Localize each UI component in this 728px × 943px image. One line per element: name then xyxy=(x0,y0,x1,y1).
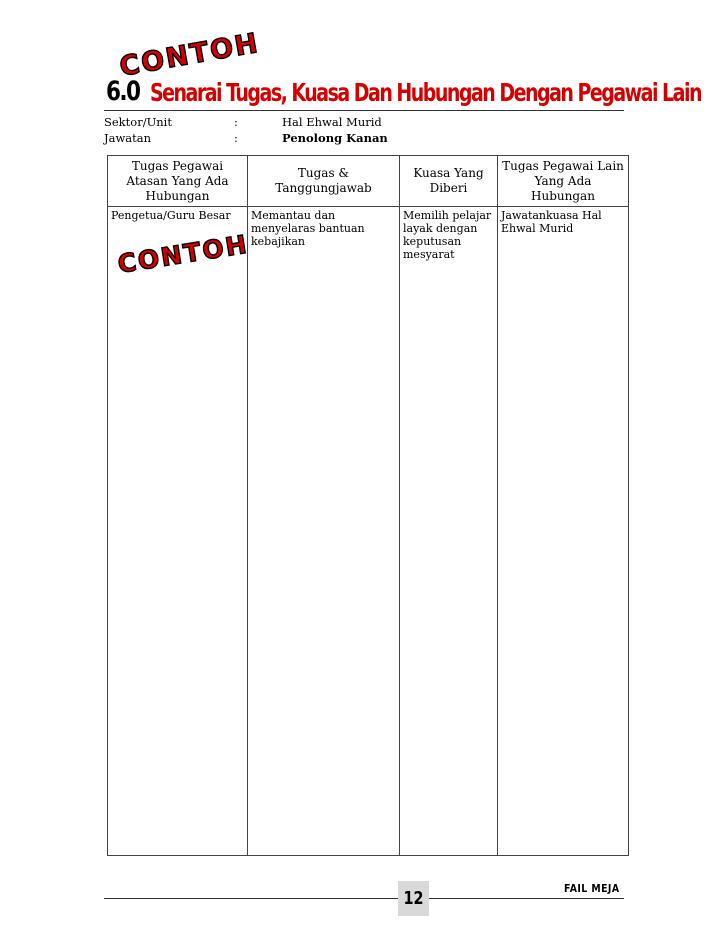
header-duties-responsibilities: Tugas & Tanggungjawab xyxy=(248,156,400,207)
meta-value: Hal Ehwal Murid xyxy=(282,115,382,129)
meta-value: Penolong Kanan xyxy=(282,131,388,145)
meta-key: Jawatan xyxy=(104,131,152,145)
table-row xyxy=(108,207,629,856)
page-number: 12 xyxy=(403,888,424,909)
contoh-stamp: CONTOH xyxy=(117,27,262,83)
cell-authority: Memilih pelajar layak dengan keputusan mesyarat xyxy=(400,207,498,856)
cell-duties: Memantau dan menyelaras bantuan kebajikan xyxy=(248,207,400,856)
section-number: 6.0 xyxy=(106,76,140,107)
footer-label: FAIL MEJA xyxy=(564,882,620,895)
section-heading xyxy=(104,70,701,110)
meta-colon: : xyxy=(234,131,238,145)
cell-superior: Pengetua/Guru Besar xyxy=(108,207,248,856)
top-divider xyxy=(104,110,624,111)
meta-key: Sektor/Unit xyxy=(104,115,172,129)
page-number-box xyxy=(398,881,429,916)
header-authority: Kuasa Yang Diberi xyxy=(400,156,498,207)
cell-other-officers: Jawatankuasa Hal Ehwal Murid xyxy=(498,207,629,856)
contoh-stamp: CONTOH xyxy=(115,229,251,279)
meta-colon: : xyxy=(234,115,238,129)
header-other-officers: Tugas Pegawai Lain Yang Ada Hubungan xyxy=(498,156,629,207)
section-title: Senarai Tugas, Kuasa Dan Hubungan Dengan Pegawai Lain xyxy=(150,78,701,107)
header-superior-duties: Tugas Pegawai Atasan Yang Ada Hubungan xyxy=(108,156,248,207)
bottom-divider xyxy=(104,898,624,899)
table-header-row xyxy=(108,156,629,207)
